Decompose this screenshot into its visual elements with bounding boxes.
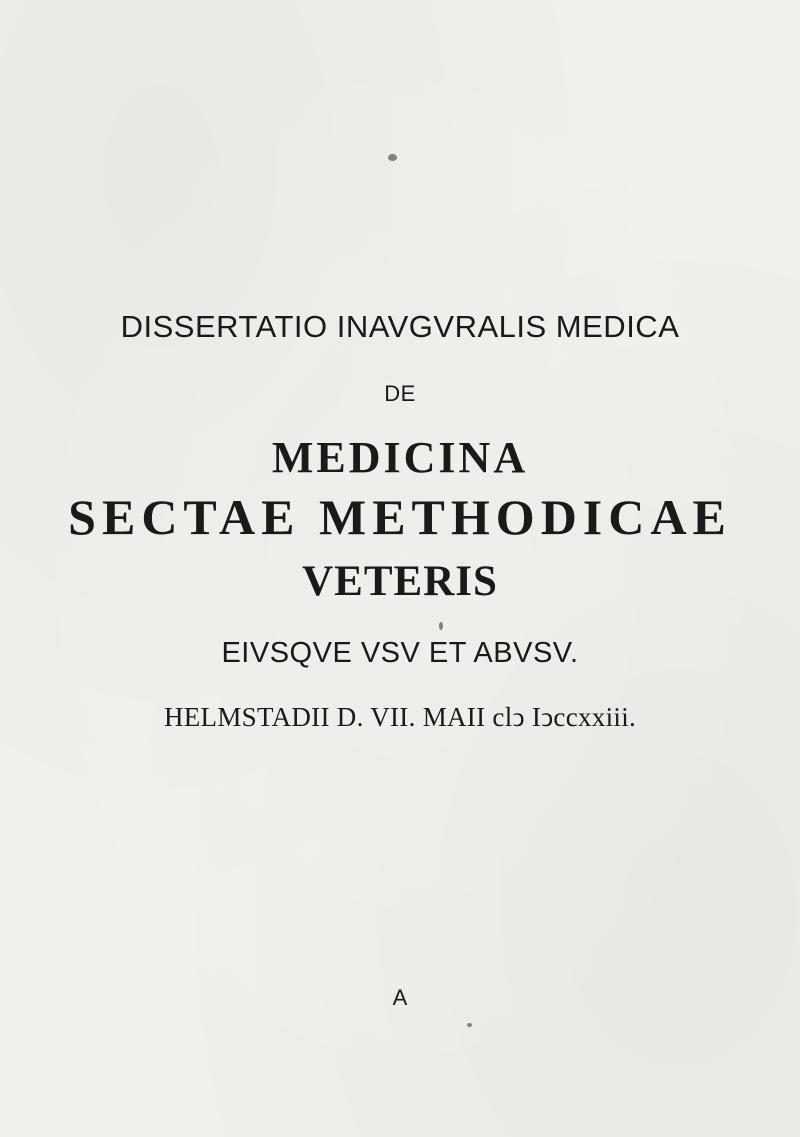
ink-speck — [467, 1023, 472, 1027]
title-veteris: VETERIS — [302, 558, 498, 605]
signature-mark: A — [392, 985, 408, 1010]
dissertation-heading: DISSERTATIO INAVGVRALIS MEDICA — [120, 309, 680, 344]
imprint-place-date: HELMSTADII D. VII. MAII clↄ Iↄccxxiii. — [163, 702, 637, 732]
preposition-de: DE — [384, 381, 416, 406]
title-medicina: MEDICINA — [271, 433, 529, 482]
subtitle-usage: EIVSQVE VSV ET ABVSV. — [221, 637, 579, 669]
ink-speck — [388, 154, 397, 161]
title-sectae-methodicae: SECTAE METHODICAE — [68, 489, 732, 545]
ink-speck — [439, 622, 443, 630]
